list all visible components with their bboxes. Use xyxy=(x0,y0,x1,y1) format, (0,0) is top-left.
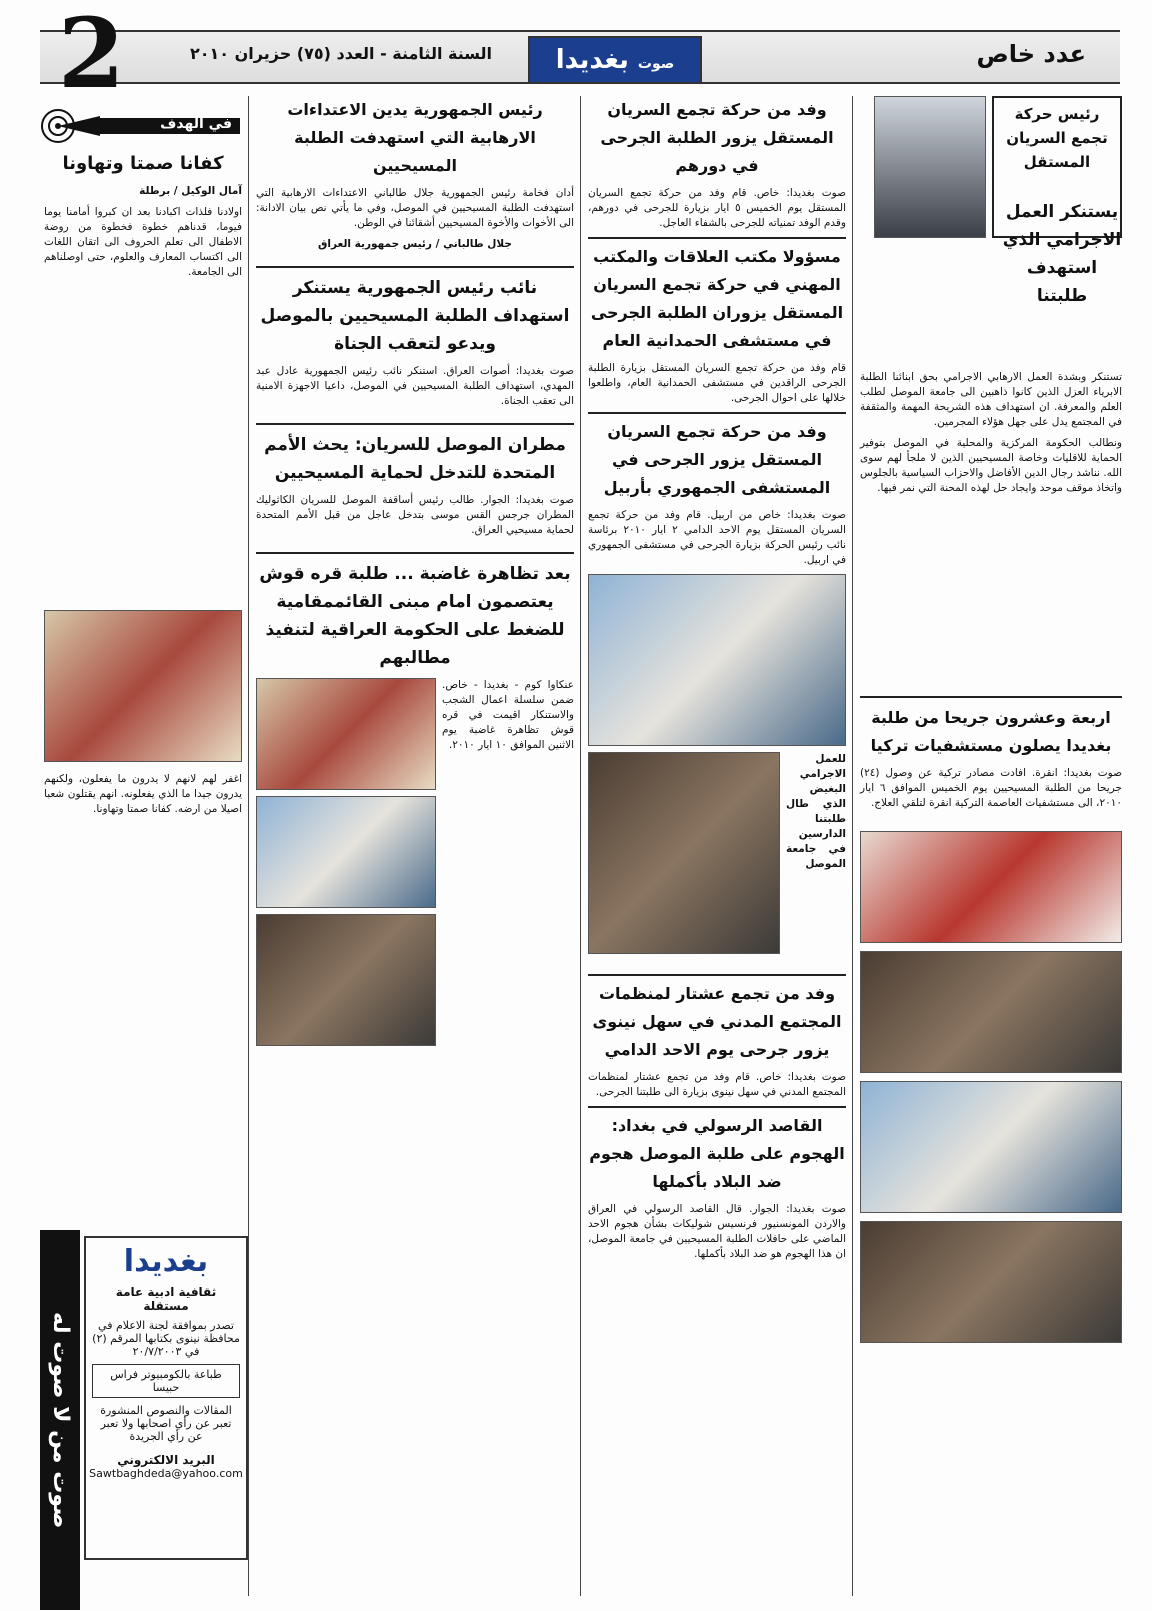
article-body: صوت بغديدا: الجوار. قال القاصد الرسولي في العراق والاردن المونسنيور فرنسيس شوليكات بشأن هجوم الاحد الماضي على حافلات الطلبة المسيحيين في جامعة الموصل، ان هذا الهجوم هو ضد البلاد بأكملها. xyxy=(588,1203,846,1260)
article-body: صوت بغديدا: خاص من اربيل. قام وفد من حركة تجمع السريان المستقل يوم الاحد الدامي ٢ ايار ٢٠١٠ برئاسة نائب رئيس الحركة بزيارة الجرحى في مستشفى الجمهوري في اربيل. xyxy=(588,509,846,566)
photo-caption: للعمل الاجرامي البغيض الذي طال طلبتنا الدارسين في جامعة الموصل xyxy=(786,753,846,870)
ad-line: المقالات والنصوص المنشورة تعبر عن رأي اصحابها ولا تعبر عن رأي الجريدة xyxy=(100,1404,232,1443)
news-photo xyxy=(860,1221,1122,1343)
headline: وفد من حركة تجمع السريان المستقل يزور الجرحى في المستشفى الجمهوري بأربيل xyxy=(588,412,846,502)
article-body: اولادنا فلذات اكبادنا بعد ان كبروا أمامنا يوما فيوما، قدناهم خطوة فخطوة من روضة الاطفال الى تعلم الحروف الى اتقان اللغات الى اكتساب المعارف والعلوم، حتى اوصلناهم الى الجامعة. xyxy=(44,206,242,278)
news-photo xyxy=(588,752,780,954)
box-title: رئيس حركة تجمع السريان المستقل xyxy=(992,96,1122,238)
portrait-photo xyxy=(874,96,986,238)
article-body: صوت بغديدا: خاص. قام وفد من حركة تجمع السريان المستقل يوم الخميس ٥ ايار بزيارة للجرحى في دورهم، وقدم الوفد تمنياته للجرحى بالشفاء العاجل. xyxy=(588,187,846,229)
news-photo xyxy=(860,951,1122,1073)
headline: اربعة وعشرون جريحا من طلبة بغديدا يصلون مستشفيات تركيا xyxy=(860,696,1122,760)
headline: نائب رئيس الجمهورية يستنكر استهداف الطلبة المسيحيين بالموصل ويدعو لتعقب الجناة xyxy=(256,266,574,358)
target-label: في الهدف xyxy=(160,116,232,132)
headline: مطران الموصل للسريان: يحث الأمم المتحدة للتدخل لحماية المسيحيين xyxy=(256,423,574,487)
article-body: عنكاوا كوم - بغديدا - خاص. ضمن سلسلة اعمال الشجب والاستنكار اقيمت في قره قوش تظاهرة غاضبة يوم الاثنين الموافق ١٠ ايار ٢٠١٠. xyxy=(442,679,574,751)
email-address[interactable]: Sawtbaghdeda@yahoo.com xyxy=(89,1467,243,1480)
masthead-top: صوت xyxy=(637,56,675,72)
email-label: البريد الالكتروني xyxy=(117,1453,215,1467)
column-rule xyxy=(580,96,581,1596)
news-photo xyxy=(256,796,436,908)
column-left xyxy=(44,150,242,823)
masthead-logo xyxy=(528,36,702,84)
ad-line: ثقافية ادبية عامة مستقلة xyxy=(115,1285,217,1313)
signature: جلال طالباني / رئيس جمهورية العراق xyxy=(318,238,512,250)
article-body: قام وفد من حركة تجمع السريان المستقل بزيارة الطلبة الجرحى الراقدين في مستشفى الحمدانية العام، واطلعوا خلالها على احوال الجرحى. xyxy=(588,362,846,404)
news-photo xyxy=(256,914,436,1046)
page-header xyxy=(40,0,1120,110)
article-body: ونطالب الحكومة المركزية والمحلية في الموصل بتوفير الحماية للاقليات وخاصة المسيحيين الذين لا ملجأ لهم سوى الله. نناشد رجال الدين الأفاضل والاحزاب السياسية بالجلوس واتخاذ موقف موحد وايجاد حل لهذه المحنة التي نمر فيها. xyxy=(860,437,1122,494)
article-body: صوت بغديدا: انقرة. افادت مصادر تركية عن وصول (٢٤) جريحا من الطلبة المسيحيين يوم الخميس الموافق ٦ ايار ٢٠١٠، الى مستشفيات العاصمة التركية انقرة لتلقي العلاج. xyxy=(860,767,1122,809)
headline: القاصد الرسولي في بغداد: الهجوم على طلبة الموصل هجوم ضد البلاد بأكملها xyxy=(588,1106,846,1196)
headline: يستنكر العمل الاجرامي الذي استهدف طلبتنا xyxy=(1002,202,1122,306)
headline: بعد تظاهرة غاضبة ... طلبة قره قوش يعتصمون امام مبنى القائممقامية للضغط على الحكومة العراقية لتنفيذ مطالبهم xyxy=(256,552,574,672)
article-body: صوت بغديدا: خاص. قام وفد من تجمع عشتار لمنظمات المجتمع المدني في سهل نينوى بزيارة الى طلبتنا الجرحى. xyxy=(588,1071,846,1098)
article-body: أدان فخامة رئيس الجمهورية جلال طالباني الاعتداءات الارهابية التي استهدفت الطلبة المسيحيين في الموصل، وفي ما يأتي نص بيان الادانة: الى الأخوات والأخوة المسيحيين أشقائنا في الوطن. xyxy=(256,187,574,229)
article-body: تستنكر وبشدة العمل الارهابي الاجرامي بحق ابنائنا الطلبة الابرياء العزل الذين كانوا ذاهبين الى جامعة الموصل لطلب العلم والمعرفة. ان استهداف هذه الشريحة المهمة والمثقفة في المجتمع يدل على جهل هؤلاء المجرمين. xyxy=(860,371,1122,428)
headline: مسؤولا مكتب العلاقات والمكتب المهني في حركة تجمع السريان المستقل يزوران الطلبة الجرحى في مستشفى الحمدانية العام xyxy=(588,237,846,355)
news-photo xyxy=(256,678,436,790)
issue-line: السنة الثامنة - العدد (٧٥) حزيران ٢٠١٠ xyxy=(190,44,493,63)
ad-title: بغديدا xyxy=(123,1244,209,1279)
ad-line: تصدر بموافقة لجنة الاعلام في محافظة نينوى بكتابها المرقم (٢) في ٢٠/٧/٢٠٠٣ xyxy=(92,1319,240,1358)
special-issue-label: عدد خاص xyxy=(976,40,1086,68)
article-body: صوت بغديدا: أصوات العراق. استنكر نائب رئيس الجمهورية عادل عبد المهدي، استهداف الطلبة المسيحيين في الموصل، داعيا الاجهزة الامنية الى تعقب الجناة. xyxy=(256,365,574,407)
news-photo xyxy=(860,831,1122,943)
column-rule xyxy=(852,96,853,1596)
headline: رئيس الجمهورية يدين الاعتداءات الارهابية التي استهدفت الطلبة المسيحيين xyxy=(287,100,543,175)
page-number: 2 xyxy=(58,0,125,110)
ad-line: طباعة بالكومبيوتر فراس حبيسا xyxy=(92,1364,240,1398)
news-photo xyxy=(588,574,846,746)
headline: وفد من تجمع عشتار لمنظمات المجتمع المدني في سهل نينوى يزور جرحى يوم الاحد الدامي xyxy=(588,974,846,1064)
headline: وفد من حركة تجمع السريان المستقل يزور الطلبة الجرحى في دورهم xyxy=(600,100,834,175)
masthead-info-box xyxy=(84,1236,248,1560)
article-body: صوت بغديدا: الجوار. طالب رئيس أساقفة الموصل للسريان الكاثوليك المطران جرجس القس موسى بتدخل عاجل من قبل الأمم المتحدة لحماية مسيحيي العراق. xyxy=(256,494,574,536)
author: آمال الوكيل / برطلة xyxy=(139,185,242,197)
column-rule xyxy=(248,96,249,1596)
side-slogan: صوت من لا صوت له xyxy=(40,1230,80,1610)
masthead-title: بغديدا xyxy=(555,45,629,75)
article-body: اغفر لهم لانهم لا يدرون ما يفعلون، ولكنهم يدرون جيدا ما الذي يفعلونه. انهم يقتلون شعبا اصيلا من ارضه. كفانا صمتا وتهاونا. xyxy=(44,773,242,815)
news-photo xyxy=(860,1081,1122,1213)
column-right xyxy=(860,96,1122,1343)
news-photo xyxy=(44,610,242,762)
target-banner xyxy=(40,108,240,144)
column-2 xyxy=(588,96,846,1268)
column-3 xyxy=(256,96,574,1046)
article-title: كفانا صمتا وتهاونا xyxy=(62,153,224,174)
